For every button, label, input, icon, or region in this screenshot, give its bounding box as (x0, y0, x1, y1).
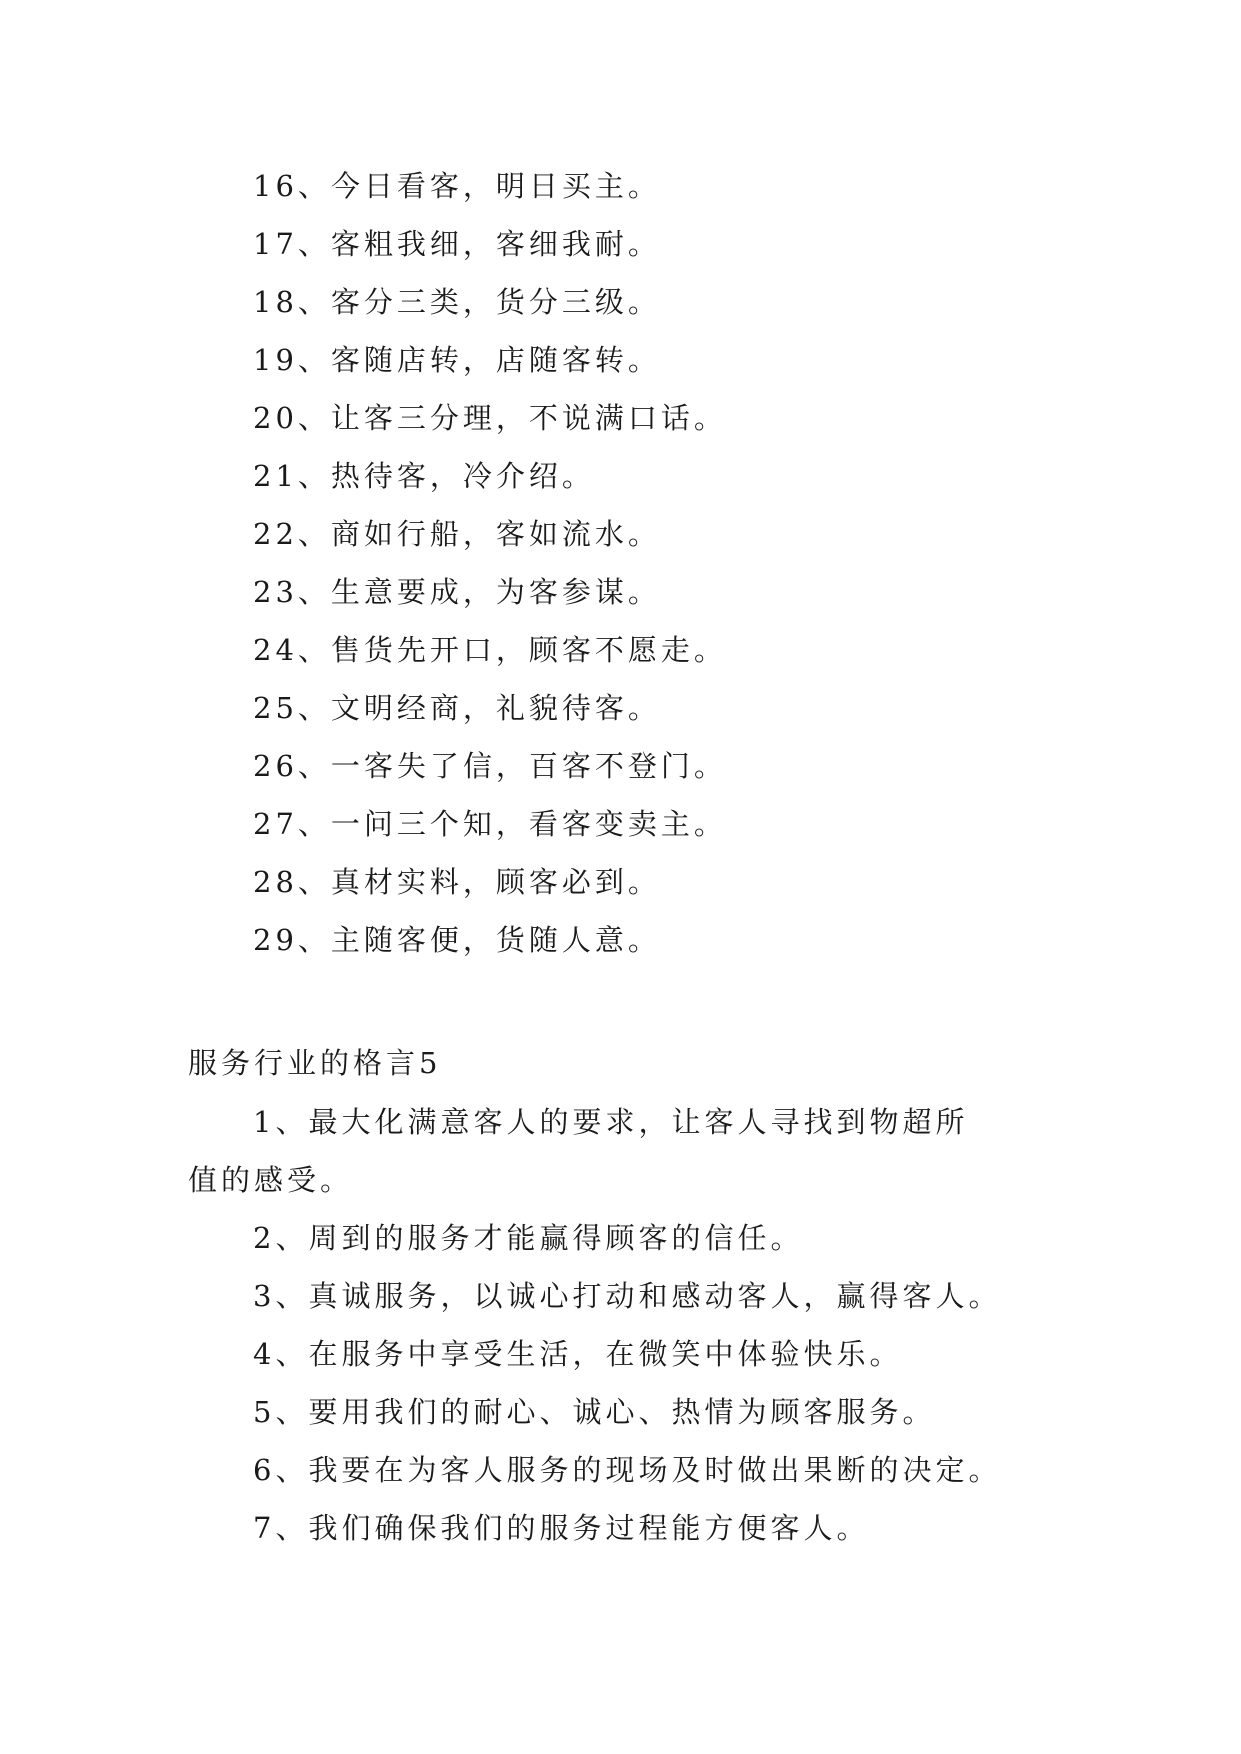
list-item: 19、客随店转，店随客转。 (253, 343, 661, 377)
list-item: 4、在服务中享受生活，在微笑中体验快乐。 (253, 1337, 903, 1371)
list-item: 21、热待客，冷介绍。 (253, 459, 595, 493)
list-item: 6、我要在为客人服务的现场及时做出果断的决定。 (253, 1453, 1002, 1487)
list-item: 27、一问三个知，看客变卖主。 (253, 807, 727, 841)
list-item: 20、让客三分理，不说满口话。 (253, 401, 727, 435)
proverb-list-continued (0, 157, 1241, 969)
list-item: 3、真诚服务，以诚心打动和感动客人，赢得客人。 (253, 1279, 1002, 1313)
list-item: 1、最大化满意客人的要求，让客人寻找到物超所值的感受。 (188, 1105, 969, 1197)
list-item: 23、生意要成，为客参谋。 (253, 575, 661, 609)
list-item: 22、商如行船，客如流水。 (253, 517, 661, 551)
list-item: 16、今日看客，明日买主。 (253, 169, 661, 203)
list-item: 2、周到的服务才能赢得顾客的信任。 (253, 1221, 804, 1255)
list-item: 17、客粗我细，客细我耐。 (253, 227, 661, 261)
service-maxim-list (0, 1093, 1241, 1557)
list-item: 24、售货先开口，顾客不愿走。 (253, 633, 727, 667)
list-item: 7、我们确保我们的服务过程能方便客人。 (253, 1511, 870, 1545)
list-item: 5、要用我们的耐心、诚心、热情为顾客服务。 (253, 1395, 936, 1429)
list-item: 18、客分三类，货分三级。 (253, 285, 661, 319)
list-item: 25、文明经商，礼貌待客。 (253, 691, 661, 725)
list-item: 26、一客失了信，百客不登门。 (253, 749, 727, 783)
list-item: 28、真材实料，顾客必到。 (253, 865, 661, 899)
list-item: 29、主随客便，货随人意。 (253, 923, 661, 957)
section-heading: 服务行业的格言5 (188, 1046, 442, 1080)
